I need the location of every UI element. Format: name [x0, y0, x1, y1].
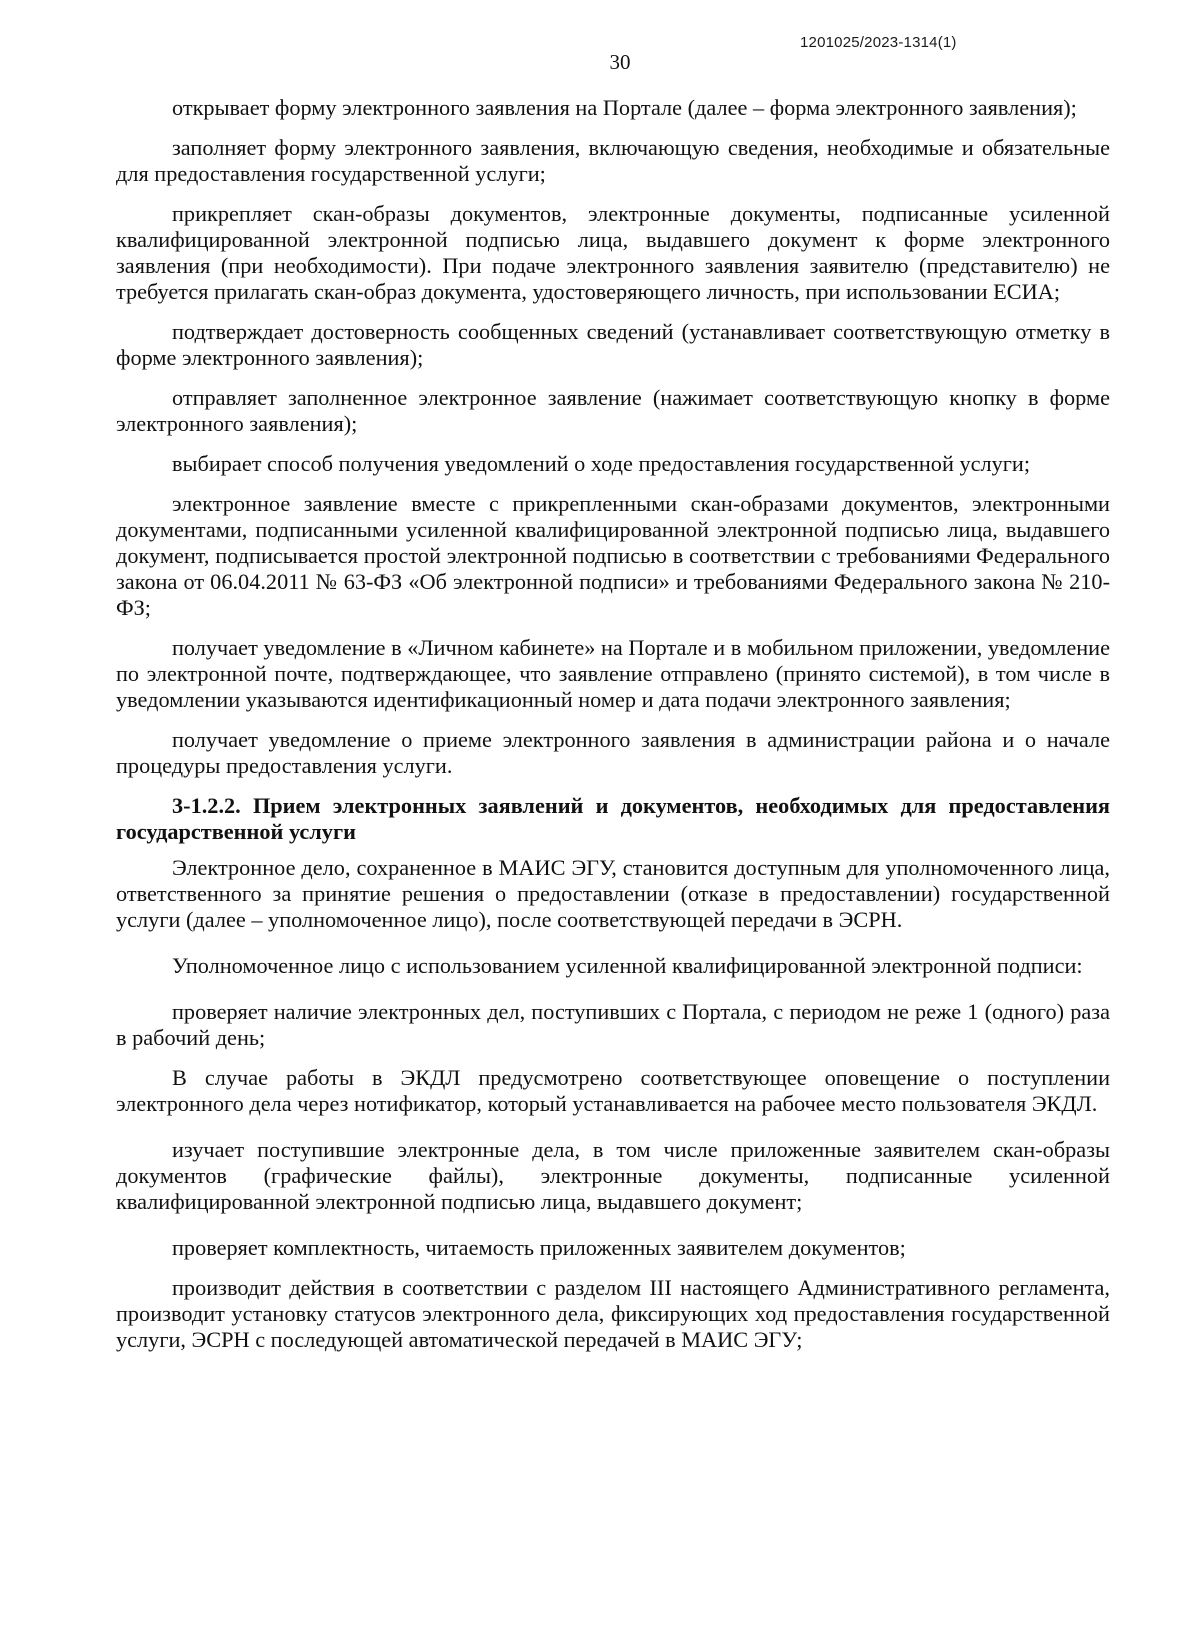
paragraph: отправляет заполненное электронное заявление (нажимает соответствующую кнопку в форме электронного заявления);	[116, 385, 1110, 436]
paragraph: Электронное дело, сохраненное в МАИС ЭГУ, становится доступным для уполномоченного лица, ответственного за принятие решения о предоставлении (отказе в предоставлении) государственной услуги (далее – уполномоченное лицо), после соответствующей передачи в ЭСРН.	[116, 855, 1110, 932]
paragraph: В случае работы в ЭКДЛ предусмотрено соответствующее оповещение о поступлении электронного дела через нотификатор, который устанавливается на рабочее место пользователя ЭКДЛ.	[116, 1065, 1110, 1116]
paragraph: получает уведомление в «Личном кабинете» на Портале и в мобильном приложении, уведомление по электронной почте, подтверждающее, что заявление отправлено (принято системой), в том числе в уведомлении указываются идентификационный номер и дата подачи электронного заявления;	[116, 635, 1110, 712]
paragraph: изучает поступившие электронные дела, в том числе приложенные заявителем скан-образы документов (графические файлы), электронные документы, подписанные усиленной квалифицированной электронной подписью лица, выдавшего документ;	[116, 1137, 1110, 1214]
paragraph: получает уведомление о приеме электронного заявления в администрации района и о начале процедуры предоставления услуги.	[116, 727, 1110, 778]
paragraph: электронное заявление вместе с прикрепленными скан-образами документов, электронными документами, подписанными усиленной квалифицированной электронной подписью лица, выдавшего документ, подписывается простой электронной подписью в соответствии с требованиями Федерального закона от 06.04.2011 № 63-ФЗ «Об электронной подписи» и требованиями Федерального закона № 210-ФЗ;	[116, 491, 1110, 620]
document-body	[116, 95, 1110, 1367]
section-heading: 3-1.2.2. Прием электронных заявлений и документов, необходимых для предоставления государственной услуги	[116, 793, 1110, 844]
document-registration-number: 1201025/2023-1314(1)	[800, 34, 957, 51]
paragraph: открывает форму электронного заявления на Портале (далее – форма электронного заявления);	[172, 95, 1077, 120]
paragraph: проверяет комплектность, читаемость приложенных заявителем документов;	[172, 1235, 906, 1260]
paragraph: проверяет наличие электронных дел, поступивших с Портала, с периодом не реже 1 (одного) раза в рабочий день;	[116, 999, 1110, 1050]
paragraph: производит действия в соответствии с разделом III настоящего Административного регламента, производит установку статусов электронного дела, фиксирующих ход предоставления государственной услуги, ЭСРН с последующей автоматической передачей в МАИС ЭГУ;	[116, 1275, 1110, 1352]
paragraph: заполняет форму электронного заявления, включающую сведения, необходимые и обязательные для предоставления государственной услуги;	[116, 135, 1110, 186]
paragraph: прикрепляет скан-образы документов, электронные документы, подписанные усиленной квалифицированной электронной подписью лица, выдавшего документ к форме электронного заявления (при необходимости). При подаче электронного заявления заявителю (представителю) не требуется прилагать скан-образ документа, удостоверяющего личность, при использовании ЕСИА;	[116, 201, 1110, 304]
paragraph: Уполномоченное лицо с использованием усиленной квалифицированной электронной подписи:	[172, 953, 1083, 978]
paragraph: выбирает способ получения уведомлений о ходе предоставления государственной услуги;	[172, 451, 1031, 476]
paragraph: подтверждает достоверность сообщенных сведений (устанавливает соответствующую отметку в форме электронного заявления);	[116, 319, 1110, 370]
page-number: 30	[609, 50, 631, 74]
